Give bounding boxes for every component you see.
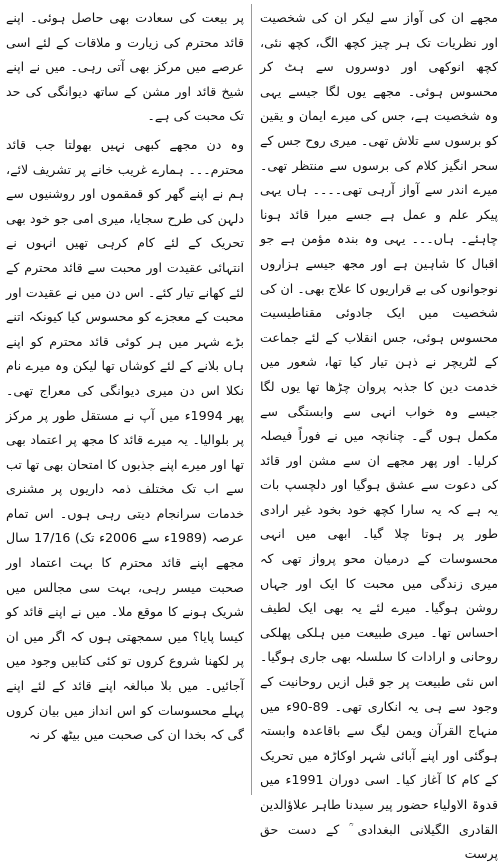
- paragraph: مجھے ان کی آواز سے لیکر ان کی شخصیت اور نظریات تک ہر چیز کچھ الگ، کچھ نئی، کچھ انوکھی اور دوسروں سے ہٹ کر محسوس ہوئی۔ مجھے یوں لگا جیسے یہی وہ شخصیت ہے، جس کی میرے ایمان و یقین کو برسوں سے تلاش تھی۔ میری روح جس کے سحر انگیز کلام کی برسوں سے منتظر تھی۔ میرے اندر سے آواز آرہی تھی۔۔۔۔ ہاں یہی پیکر علم و عمل ہے جسے میرا قائد ہونا چاہئے۔ ہاں۔۔۔ یہی وہ بندہ مؤمن ہے جو اقبال کا شاہین ہے اور مجھ جیسے ہزاروں نوجوانوں کی بے قراریوں کا علاج بھی۔ ان کی شخصیت میں ایک جادوئی مقناطیسیت محسوس ہوئی، جس انقلاب کے لئے جماعت کے لٹریچر نے ذہن تیار کیا تھا، شعور میں خدمت دین کا جذبہ پروان چڑھا تھا یوں لگا جیسے وہ خواب انہی سے وابستگی سے مکمل ہوں گے۔ چنانچہ میں نے فوراً فیصلہ کرلیا۔ اور پھر مجھے ان سے مشن اور قائد کی دعوت سے عشق ہوگیا اور دلچسپ بات یہ ہے کہ یہ سارا کچھ خود بخود غیر ارادی طور پر ہوتا چلا گیا۔ ابھی میں انہی محسوسات کے درمیان محو پرواز تھی کہ میری زندگی میں محبت کا ایک اور جہاں روشن ہوگیا۔ میرے لئے یہ بھی ایک لطیف احساس تھا۔ میری طبیعت میں ہلکی پھلکی روحانی و ارادات کا سلسلہ بھی جاری ہوگیا۔ اس نئی طبیعت پر جو قبل ازیں روحانیت کے وجود سے ہی یہ انکاری تھی۔ 89-90ء میں منہاج القرآن ویمن لیگ سے باقاعدہ وابستہ ہوگئی اور اپنے آبائی شہر اوکاڑہ میں تحریک کے کام کا آغاز کیا۔ اسی دوران 1991ء میں قدوۃ الاولیاء حضور پیر سیدنا طاہر علاؤالدین القادری الگیلانی البغدادی ؒ کے دست حق پرست: [260, 10, 498, 862]
- column-divider: [251, 4, 252, 795]
- text-column-right: [260, 6, 498, 862]
- paragraph: وہ دن مجھے کبھی نہیں بھولتا جب قائد محترم۔۔۔ ہمارے غریب خانے پر تشریف لائے، ہم نے اپنے گھر کو قمقموں اور روشنیوں سے دلہن کی طرح سجایا، میری امی جو خود بھی تحریک کے لئے کام کرہی تھیں انہوں نے انتہائی عقیدت اور محبت سے قائد محترم کے لئے کھانے تیار کئے۔ اس دن میں نے عقیدت اور محبت کے معجزے کو محسوس کیا کیونکہ اتنے بڑے شہر میں ہر کوئی قائد محترم کو اپنے ہاں بلانے کے لئے کوشاں تھا لیکن وہ میرے نام نکلا اس دن میری دیوانگی کی معراج تھی۔ پھر 1994ء میں آپ نے مستقل طور پر مرکز پر بلوالیا۔ یہ میرے قائد کا مجھ پر اعتماد بھی تھا اور میرے اپنے جذبوں کا امتحان بھی تھا تب سے اب تک مختلف ذمہ داریوں پر مشنری خدمات سرانجام دیتی رہی ہوں۔ اس تمام عرصہ (1989ء سے 2006ء تک) 17/16 سال مجھے اپنے قائد محترم کا بہت اعتماد اور صحبت میسر رہی، بہت سی مجالس میں شریک ہونے کا موقع ملا۔ میں نے اپنے قائد کو کیسا پایا؟ میں سمجھتی ہوں کہ اگر میں ان پر لکھنا شروع کروں تو کئی کتابیں وجود میں آجائیں۔ میں بلا مبالغہ اپنے قائد کے لئے اپنے پہلے محسوسات کو اس انداز میں بیان کروں گی کہ بخدا ان کی صحبت میں بیٹھ کر نہ: [6, 136, 244, 743]
- text-column-left: [6, 6, 244, 795]
- paragraph: پر بیعت کی سعادت بھی حاصل ہوئی۔ اپنے قائد محترم کی زیارت و ملاقات کے لئے اسی عرصے میں مرکز بھی آتی رہی۔ میں نے اپنے شیخ قائد اور مشن کے ساتھ دیوانگی کی حد تک محبت کی ہے۔: [6, 10, 244, 124]
